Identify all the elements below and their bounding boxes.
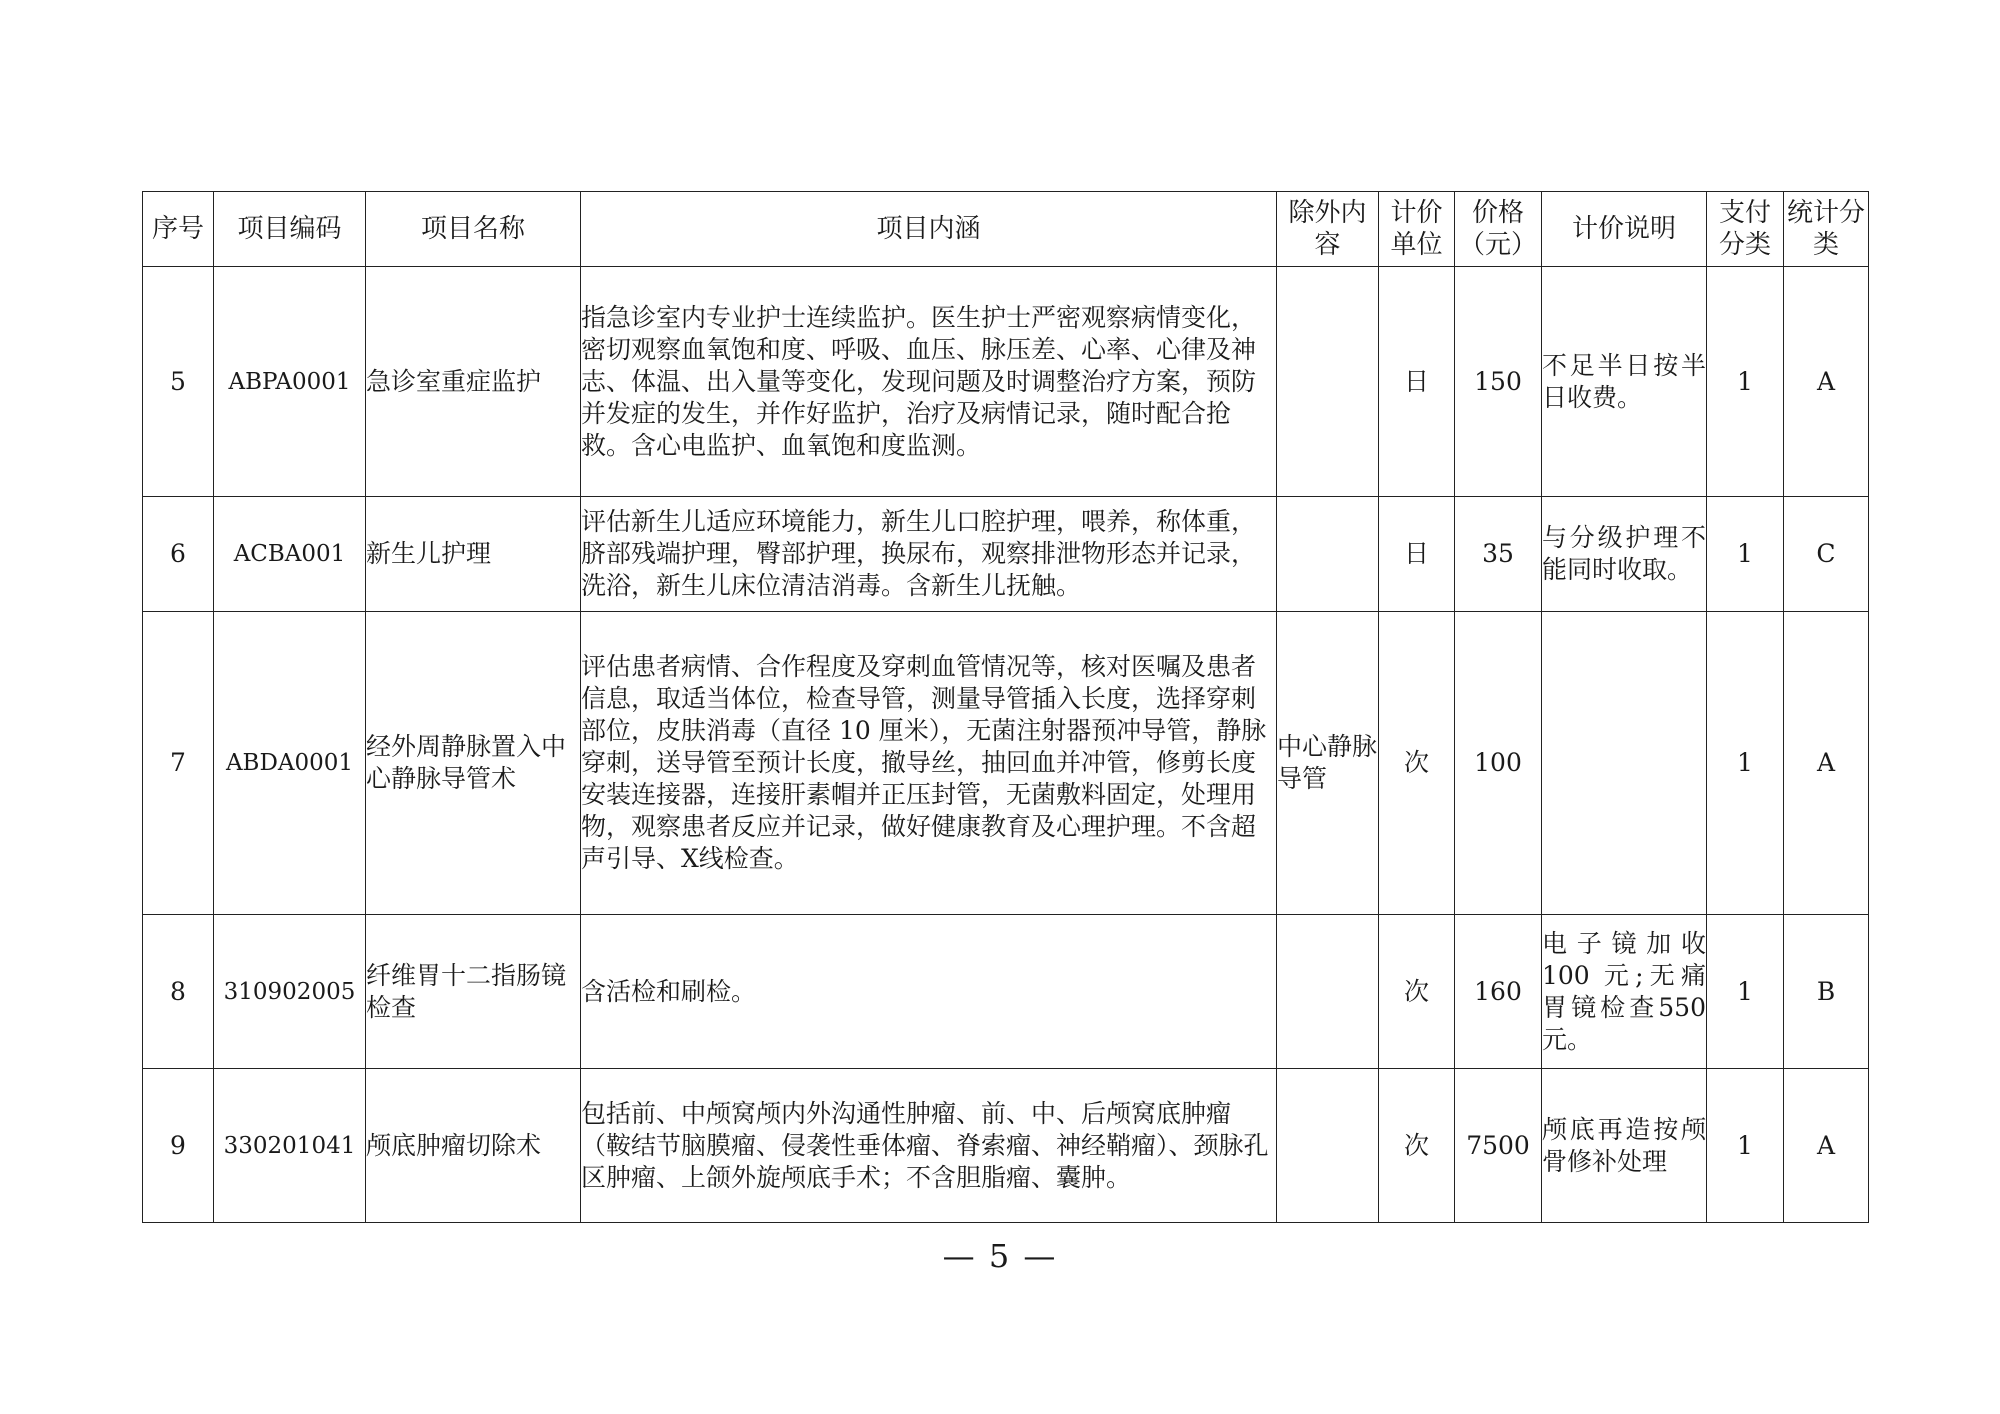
- table-row: [143, 612, 1869, 915]
- cell-exclude: [1277, 497, 1379, 612]
- cell-seq: 7: [143, 612, 214, 915]
- cell-exclude: [1277, 915, 1379, 1069]
- cell-seq: 8: [143, 915, 214, 1069]
- header-pay: 支付分类: [1707, 192, 1784, 267]
- header-note: 计价说明: [1542, 192, 1707, 267]
- page-number: — 5 —: [942, 1237, 1058, 1275]
- cell-content: 含活检和刷检。: [581, 915, 1277, 1069]
- cell-code: ABPA0001: [214, 267, 366, 497]
- table-row: [143, 497, 1869, 612]
- cell-price: 160: [1455, 915, 1542, 1069]
- cell-seq: 9: [143, 1069, 214, 1223]
- cell-exclude: [1277, 267, 1379, 497]
- cell-code: ABDA0001: [214, 612, 366, 915]
- cell-unit: 次: [1379, 915, 1455, 1069]
- cell-pay: 1: [1707, 497, 1784, 612]
- cell-note: [1542, 612, 1707, 915]
- cell-note: 颅底再造按颅骨修补处理: [1542, 1069, 1707, 1223]
- cell-stat: C: [1784, 497, 1869, 612]
- header-content: 项目内涵: [581, 192, 1277, 267]
- cell-code: 310902005: [214, 915, 366, 1069]
- cell-unit: 日: [1379, 497, 1455, 612]
- fee-table: [142, 191, 1869, 1223]
- cell-unit: 次: [1379, 612, 1455, 915]
- cell-note: 与分级护理不能同时收取。: [1542, 497, 1707, 612]
- cell-seq: 6: [143, 497, 214, 612]
- cell-stat: B: [1784, 915, 1869, 1069]
- cell-code: ACBA001: [214, 497, 366, 612]
- table-row: [143, 267, 1869, 497]
- cell-unit: 次: [1379, 1069, 1455, 1223]
- cell-name: 经外周静脉置入中心静脉导管术: [366, 612, 581, 915]
- cell-content: 包括前、中颅窝颅内外沟通性肿瘤、前、中、后颅窝底肿瘤（鞍结节脑膜瘤、侵袭性垂体瘤、脊索瘤、神经鞘瘤）、颈脉孔区肿瘤、上颌外旋颅底手术；不含胆脂瘤、囊肿。: [581, 1069, 1277, 1223]
- cell-content: 评估患者病情、合作程度及穿刺血管情况等，核对医嘱及患者信息，取适当体位，检查导管，测量导管插入长度，选择穿刺部位，皮肤消毒（直径 10 厘米），无菌注射器预冲导管，静脉穿刺，送导管至预计长度，撤导丝，抽回血并冲管，修剪长度安装连接器，连接肝素帽并正压封管，无菌敷料固定，处理用物，观察患者反应并记录，做好健康教育及心理护理。不含超声引导、X线检查。: [581, 612, 1277, 915]
- cell-exclude: 中心静脉导管: [1277, 612, 1379, 915]
- cell-stat: A: [1784, 1069, 1869, 1223]
- header-name: 项目名称: [366, 192, 581, 267]
- header-exclude: 除外内容: [1277, 192, 1379, 267]
- cell-stat: A: [1784, 267, 1869, 497]
- cell-price: 35: [1455, 497, 1542, 612]
- table-row: [143, 1069, 1869, 1223]
- cell-price: 100: [1455, 612, 1542, 915]
- header-price: 价格（元）: [1455, 192, 1542, 267]
- header-row: [143, 192, 1869, 267]
- cell-note: 电子镜加收100 元;无痛胃镜检查550 元。: [1542, 915, 1707, 1069]
- cell-stat: A: [1784, 612, 1869, 915]
- cell-name: 急诊室重症监护: [366, 267, 581, 497]
- cell-code: 330201041: [214, 1069, 366, 1223]
- header-stat: 统计分类: [1784, 192, 1869, 267]
- cell-pay: 1: [1707, 915, 1784, 1069]
- cell-content: 评估新生儿适应环境能力，新生儿口腔护理，喂养，称体重，脐部残端护理，臀部护理，换尿布，观察排泄物形态并记录，洗浴，新生儿床位清洁消毒。含新生儿抚触。: [581, 497, 1277, 612]
- table-row: [143, 915, 1869, 1069]
- cell-price: 150: [1455, 267, 1542, 497]
- cell-seq: 5: [143, 267, 214, 497]
- cell-pay: 1: [1707, 1069, 1784, 1223]
- cell-name: 颅底肿瘤切除术: [366, 1069, 581, 1223]
- header-unit: 计价单位: [1379, 192, 1455, 267]
- cell-name: 新生儿护理: [366, 497, 581, 612]
- cell-name: 纤维胃十二指肠镜检查: [366, 915, 581, 1069]
- cell-unit: 日: [1379, 267, 1455, 497]
- cell-note: 不足半日按半日收费。: [1542, 267, 1707, 497]
- cell-price: 7500: [1455, 1069, 1542, 1223]
- cell-content: 指急诊室内专业护士连续监护。医生护士严密观察病情变化，密切观察血氧饱和度、呼吸、血压、脉压差、心率、心律及神志、体温、出入量等变化，发现问题及时调整治疗方案，预防并发症的发生，并作好监护，治疗及病情记录，随时配合抢救。含心电监护、血氧饱和度监测。: [581, 267, 1277, 497]
- header-code: 项目编码: [214, 192, 366, 267]
- header-seq: 序号: [143, 192, 214, 267]
- cell-pay: 1: [1707, 612, 1784, 915]
- cell-exclude: [1277, 1069, 1379, 1223]
- cell-pay: 1: [1707, 267, 1784, 497]
